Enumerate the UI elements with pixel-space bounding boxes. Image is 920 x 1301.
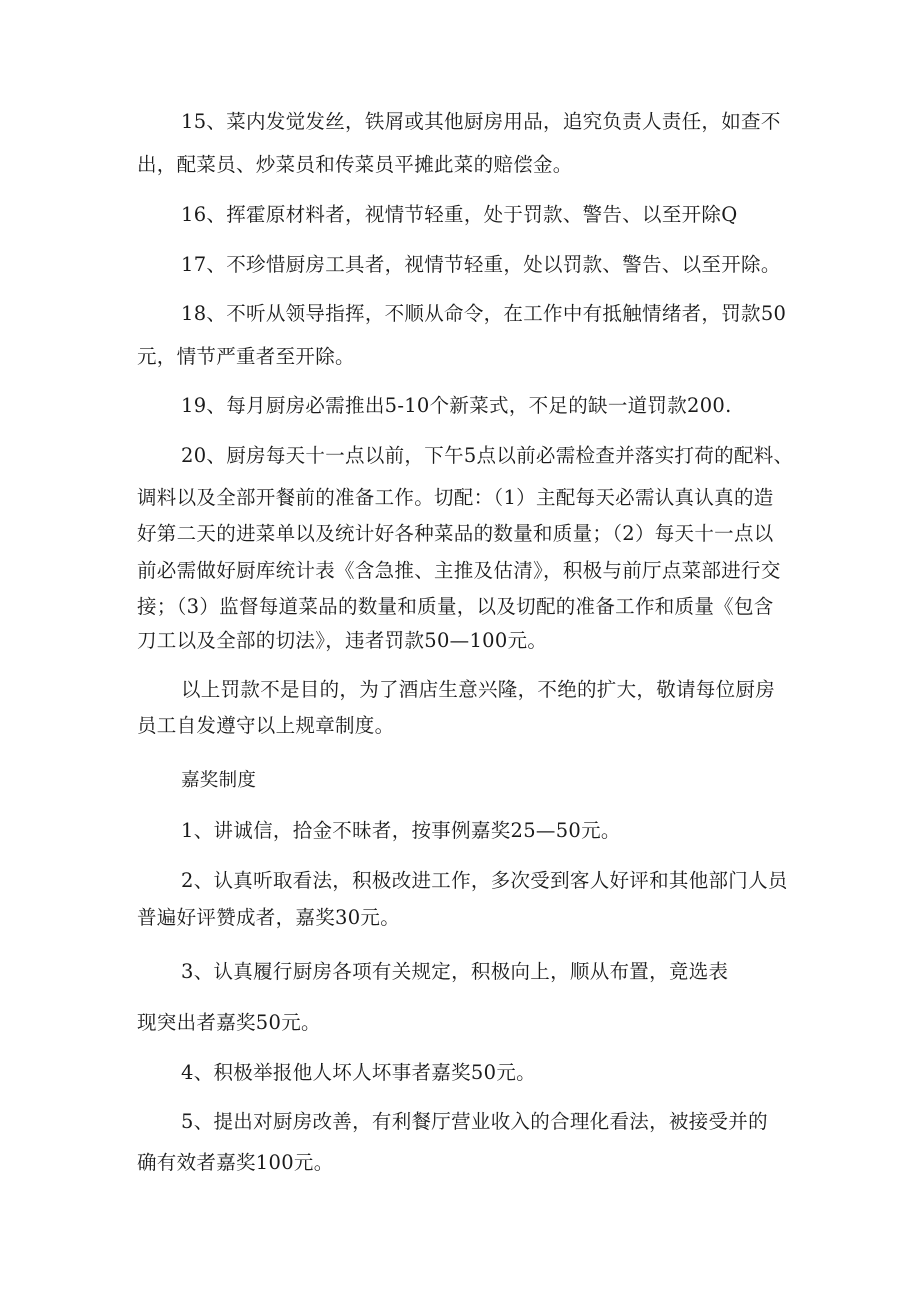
penalty-note-line-2: 员工自发遵守以上规章制度。 [137, 714, 395, 737]
reward-4: 4、积极举报他人坏人坏事者嘉奖50元。 [181, 1061, 536, 1084]
penalty-note-line-1: 以上罚款不是目的，为了酒店生意兴隆，不绝的扩大，敬请每位厨房 [181, 678, 776, 701]
reward-2-line-1: 2、认真听取看法，积极改进工作，多次受到客人好评和其他部门人员 [181, 869, 788, 892]
rule-20-line-2: 调料以及全部开餐前的准备工作。切配：（1）主配每天必需认真认真的造 [137, 486, 774, 509]
rule-20-line-3: 好第二天的进菜单以及统计好各种菜品的数量和质量；（2）每天十一点以 [137, 522, 774, 545]
reward-3-line-1: 3、认真履行厨房各项有关规定，积极向上，顺从布置，竟选表 [181, 960, 729, 983]
reward-5-line-1: 5、提出对厨房改善，有利餐厅营业收入的合理化看法，被接受并的 [181, 1110, 768, 1133]
rule-18-line-2: 元，情节严重者至开除。 [137, 345, 355, 368]
rule-20-line-1: 20、厨房每天十一点以前，下午5点以前必需检查并落实打荷的配料、 [181, 444, 794, 467]
rule-20-line-6: 刀工以及全部的切法》，违者罚款50—100元。 [137, 629, 548, 652]
reward-3-line-2: 现突出者嘉奖50元。 [137, 1011, 321, 1034]
rule-20-line-4: 前必需做好厨库统计表《含急推、主推及估清》，积极与前厅点菜部进行交 [137, 559, 781, 582]
reward-2-line-2: 普遍好评赞成者，嘉奖30元。 [137, 906, 401, 929]
section-heading-rewards: 嘉奖制度 [181, 770, 257, 791]
reward-5-line-2: 确有效者嘉奖100元。 [137, 1151, 334, 1174]
rule-20-line-5: 接；（3）监督每道菜品的数量和质量，以及切配的准备工作和质量《包含 [137, 595, 774, 618]
rule-18-line-1: 18、不听从领导指挥，不顺从命令，在工作中有抵触情绪者，罚款50 [181, 302, 787, 325]
rule-17: 17、不珍惜厨房工具者，视情节轻重，处以罚款、警告、以至开除。 [181, 253, 781, 276]
rule-15-line-2: 出，配菜员、炒菜员和传菜员平摊此菜的赔偿金。 [137, 153, 573, 176]
rule-19: 19、每月厨房必需推出5-10个新菜式，不足的缺一道罚款200. [181, 394, 732, 417]
rule-15-line-1: 15、菜内发觉发丝，铁屑或其他厨房用品，追究负责人责任，如查不 [181, 110, 781, 133]
reward-1: 1、讲诚信，拾金不昧者，按事例嘉奖25—50元。 [181, 819, 621, 842]
rule-16: 16、挥霍原材料者，视情节轻重，处于罚款、警告、以至开除Q [181, 203, 738, 226]
